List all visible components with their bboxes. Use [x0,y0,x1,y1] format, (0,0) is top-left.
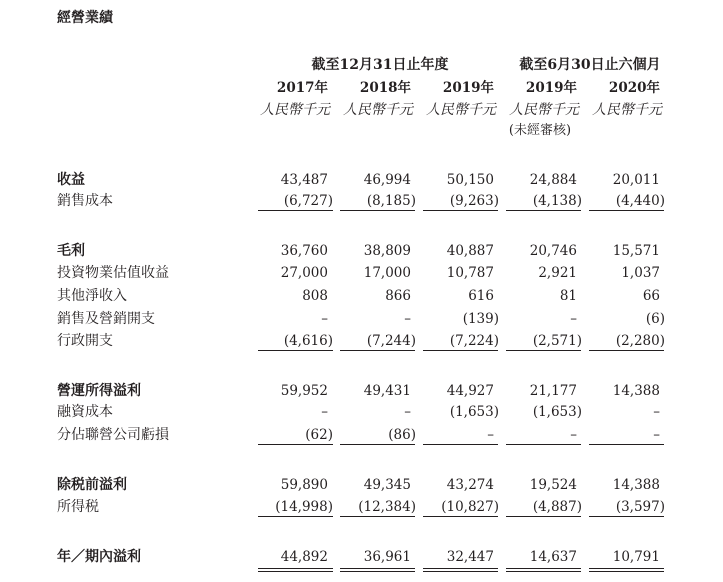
subtotal-rule [506,350,581,351]
value-fy2018: 866 [385,288,411,304]
subtotal-rule [589,516,664,517]
subtotal-rule [589,210,664,211]
value-h1-2020: 66 [642,288,660,304]
subtotal-rule [589,350,664,351]
value-fy2019: 50,150 [446,172,494,188]
row-label: 所得税 [57,499,99,515]
row-label: 營運所得溢利 [57,383,141,399]
value-h1-2019: 21,177 [529,383,577,399]
subtotal-rule [423,210,498,211]
value-h1-2019: (4,138) [532,193,582,209]
value-h1-2020: (3,597) [615,499,665,515]
unaudited-note: (未經審核) [508,123,572,138]
total-double-rule [258,568,333,572]
value-fy2019: (10,827) [441,499,499,515]
unit-label: 人民幣千元 [343,102,413,118]
section-title: 經營業績 [57,10,113,26]
value-fy2017: 43,487 [280,172,328,188]
value-h1-2019: (2,571) [532,333,582,349]
row-label: 分佔聯營公司虧損 [57,427,169,443]
value-fy2017: (62) [305,427,333,443]
value-fy2019: 43,274 [446,477,494,493]
row-other-net-income [0,287,723,311]
value-fy2018: – [404,404,411,420]
total-double-rule [506,568,581,572]
subtotal-rule [340,516,415,517]
subtotal-rule [423,444,498,445]
value-fy2017: 808 [302,288,328,304]
value-fy2017: 36,760 [280,243,328,259]
row-gross-profit [0,242,723,266]
value-h1-2020: 10,791 [612,549,660,565]
unit-label: 人民幣千元 [426,102,496,118]
value-fy2018: (86) [388,427,416,443]
header-units-row [0,101,723,119]
header-group-six-months: 截至6月30日止六個月 [519,57,661,73]
value-h1-2019: – [570,427,577,443]
subtotal-rule [506,516,581,517]
subtotal-rule [340,350,415,351]
value-fy2018: 38,809 [363,243,411,259]
subtotal-rule [423,350,498,351]
value-h1-2020: (2,280) [615,333,665,349]
value-fy2018: 46,994 [363,172,411,188]
header-note-row [0,122,723,140]
value-fy2019: 40,887 [446,243,494,259]
year-fy2018: 2018年 [359,80,411,96]
value-h1-2020: (4,440) [615,193,665,209]
value-fy2019: (1,653) [449,404,499,420]
value-fy2019: (9,263) [449,193,499,209]
row-label: 融資成本 [57,404,113,420]
value-h1-2019: 2,921 [538,265,577,281]
row-label: 毛利 [57,243,85,259]
subtotal-rule [258,516,333,517]
value-h1-2019: 14,637 [529,549,577,565]
value-fy2017: (14,998) [275,499,333,515]
value-fy2019: (7,224) [449,333,499,349]
value-fy2017: 59,952 [280,383,328,399]
value-h1-2020: – [653,404,660,420]
value-fy2018: (8,185) [366,193,416,209]
row-finance-costs [0,403,723,427]
value-fy2017: 44,892 [280,549,328,565]
year-h1-2020: 2020年 [608,80,660,96]
subtotal-rule [589,444,664,445]
row-label: 銷售成本 [57,193,113,209]
header-years-row [0,79,723,97]
value-fy2017: 27,000 [280,265,328,281]
row-label: 年／期內溢利 [57,549,141,565]
total-double-rule [423,568,498,572]
value-fy2018: (7,244) [366,333,416,349]
row-profit-before-tax [0,476,723,500]
row-selling-marketing-expenses [0,310,723,334]
value-fy2019: 616 [468,288,494,304]
row-administrative-expenses [0,332,723,356]
value-fy2019: 32,447 [446,549,494,565]
year-fy2017: 2017年 [276,80,328,96]
unit-label: 人民幣千元 [592,102,662,118]
value-fy2019: 44,927 [446,383,494,399]
value-h1-2019: 81 [559,288,577,304]
value-fy2017: (6,727) [283,193,333,209]
row-label: 其他淨收入 [57,288,127,304]
value-fy2019: (139) [462,311,499,327]
value-fy2018: – [404,311,411,327]
value-h1-2019: – [570,311,577,327]
row-label: 銷售及營銷開支 [57,311,155,327]
value-h1-2019: (4,887) [532,499,582,515]
row-investment-property-valuation-gain [0,264,723,288]
row-cost-of-sales [0,192,723,216]
value-fy2018: 36,961 [363,549,411,565]
row-share-of-associate-losses [0,426,723,450]
value-h1-2020: 15,571 [612,243,660,259]
row-income-tax [0,498,723,522]
unit-label: 人民幣千元 [260,102,330,118]
subtotal-rule [506,444,581,445]
subtotal-rule [340,444,415,445]
value-fy2017: – [321,311,328,327]
value-h1-2020: 14,388 [612,383,660,399]
subtotal-rule [258,444,333,445]
subtotal-rule [423,516,498,517]
subtotal-rule [506,210,581,211]
row-profit-for-period [0,548,723,572]
value-h1-2020: 14,388 [612,477,660,493]
total-double-rule [340,568,415,572]
subtotal-rule [340,210,415,211]
year-h1-2019: 2019年 [525,80,577,96]
subtotal-rule [258,210,333,211]
value-fy2018: 49,431 [363,383,411,399]
year-fy2019: 2019年 [442,80,494,96]
unit-label: 人民幣千元 [509,102,579,118]
row-label: 投資物業估值收益 [57,265,169,281]
subtotal-rule [258,350,333,351]
row-label: 收益 [57,172,85,188]
value-fy2018: 17,000 [363,265,411,281]
total-double-rule [589,568,664,572]
row-label: 行政開支 [57,333,113,349]
value-h1-2020: (6) [645,311,665,327]
value-fy2017: 59,890 [280,477,328,493]
value-h1-2020: – [653,427,660,443]
value-fy2018: 49,345 [363,477,411,493]
value-fy2017: – [321,404,328,420]
value-fy2018: (12,384) [358,499,416,515]
value-fy2017: (4,616) [283,333,333,349]
value-h1-2019: 24,884 [529,172,577,188]
value-h1-2020: 1,037 [621,265,660,281]
header-group-year-ended: 截至12月31日止年度 [311,57,449,73]
value-fy2019: – [487,427,494,443]
value-h1-2019: (1,653) [532,404,582,420]
value-h1-2019: 20,746 [529,243,577,259]
value-h1-2019: 19,524 [529,477,577,493]
row-label: 除税前溢利 [57,477,127,493]
value-fy2019: 10,787 [446,265,494,281]
value-h1-2020: 20,011 [612,172,660,188]
